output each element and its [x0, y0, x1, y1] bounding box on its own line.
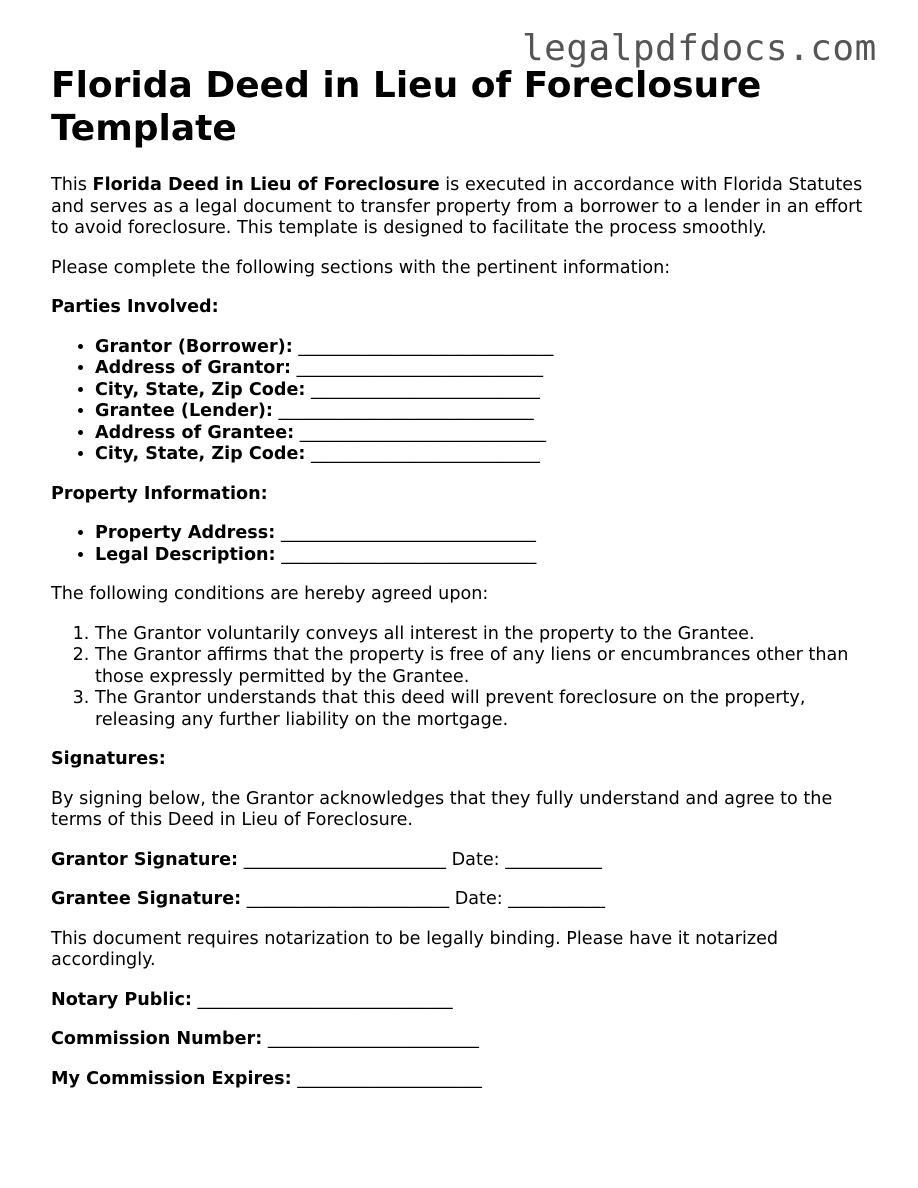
list-item — [95, 423, 881, 445]
property-list — [51, 523, 881, 566]
list-item — [95, 358, 881, 380]
conditions-list — [51, 624, 881, 732]
grantee-date-blank[interactable]: ___________ — [508, 889, 606, 909]
field-label: Grantee (Lender): — [95, 401, 273, 421]
list-item — [95, 401, 881, 423]
grantor-signature-blank[interactable]: _______________________ — [243, 849, 447, 870]
watermark: legalpdfdocs.com — [522, 28, 877, 69]
parties-heading: Parties Involved: — [51, 297, 219, 317]
field-label: City, State, Zip Code: — [95, 444, 306, 464]
field-label: Address of Grantee: — [95, 422, 295, 443]
intro-bold: Florida Deed in Lieu of Foreclosure — [92, 175, 440, 195]
commission-expires-label: My Commission Expires: — [51, 1068, 292, 1089]
blank-line[interactable]: _____________________________ — [278, 401, 534, 421]
list-item — [95, 444, 881, 466]
list-item — [95, 380, 881, 402]
blank-line[interactable]: _____________________________ — [298, 336, 554, 357]
commission-number-label: Commission Number: — [51, 1029, 263, 1049]
blank-line[interactable]: ____________________________ — [299, 422, 547, 443]
grantor-signature-label: Grantor Signature: — [51, 849, 239, 870]
intro-prefix: This — [51, 175, 93, 195]
commission-expires-blank[interactable]: _____________________ — [297, 1068, 482, 1089]
grantor-signature-line — [51, 850, 881, 872]
grantor-date-blank[interactable]: ___________ — [505, 849, 602, 870]
date-label: Date: — [454, 889, 503, 909]
list-item — [95, 545, 881, 567]
field-label: Grantor (Borrower): — [95, 336, 293, 357]
signatures-text: By signing below, the Grantor acknowledges that they fully understand and agree to the terms of this Deed in Lieu of Foreclosure. — [51, 788, 833, 830]
commission-number-line — [51, 1029, 881, 1051]
commission-expires-line — [51, 1069, 881, 1091]
date-label: Date: — [451, 849, 500, 870]
grantee-signature-label: Grantee Signature: — [51, 889, 242, 909]
blank-line[interactable]: __________________________ — [311, 444, 540, 464]
property-heading: Property Information: — [51, 483, 268, 504]
condition-item: 3. The Grantor understands that this deed will prevent foreclosure on the property, releasing any further liability on the mortgage. — [95, 688, 881, 731]
notary-public-line — [51, 990, 881, 1012]
instruction-text: Please complete the following sections with the pertinent information: — [51, 257, 671, 278]
notary-public-label: Notary Public: — [51, 989, 192, 1010]
commission-number-blank[interactable]: ________________________ — [267, 1029, 479, 1049]
conditions-intro: The following conditions are hereby agreed upon: — [51, 584, 489, 604]
field-label: Property Address: — [95, 523, 276, 543]
blank-line[interactable]: _____________________________ — [280, 523, 536, 543]
field-label: City, State, Zip Code: — [95, 379, 306, 400]
field-label: Address of Grantor: — [95, 358, 292, 378]
parties-list — [51, 337, 881, 466]
blank-line[interactable]: ____________________________ — [296, 358, 543, 378]
condition-item: 1. The Grantor voluntarily conveys all interest in the property to the Grantee. — [95, 624, 881, 646]
notary-public-blank[interactable]: _____________________________ — [197, 989, 453, 1010]
grantee-signature-line — [51, 889, 881, 911]
intro-paragraph — [51, 175, 881, 240]
field-label: Legal Description: — [95, 544, 276, 565]
page-title: Florida Deed in Lieu of Foreclosure Template — [51, 65, 762, 149]
intro-suffix: is executed in accordance with Florida Statutes and serves as a legal document to transfer property from a borrower to a lender in an effort to avoid foreclosure. This template is designed to facilitate the process smoothly. — [51, 175, 863, 238]
list-item — [95, 523, 881, 545]
signatures-heading: Signatures: — [51, 749, 166, 769]
document-page — [51, 64, 881, 1090]
condition-item: 2. The Grantor affirms that the property is free of any liens or encumbrances other than those expressly permitted by the Grantee. — [95, 645, 881, 688]
blank-line[interactable]: _____________________________ — [281, 544, 537, 565]
grantee-signature-blank[interactable]: _______________________ — [246, 889, 450, 909]
blank-line[interactable]: __________________________ — [311, 379, 540, 400]
notarization-note: This document requires notarization to be legally binding. Please have it notarized accordingly. — [51, 928, 779, 970]
list-item — [95, 337, 881, 359]
